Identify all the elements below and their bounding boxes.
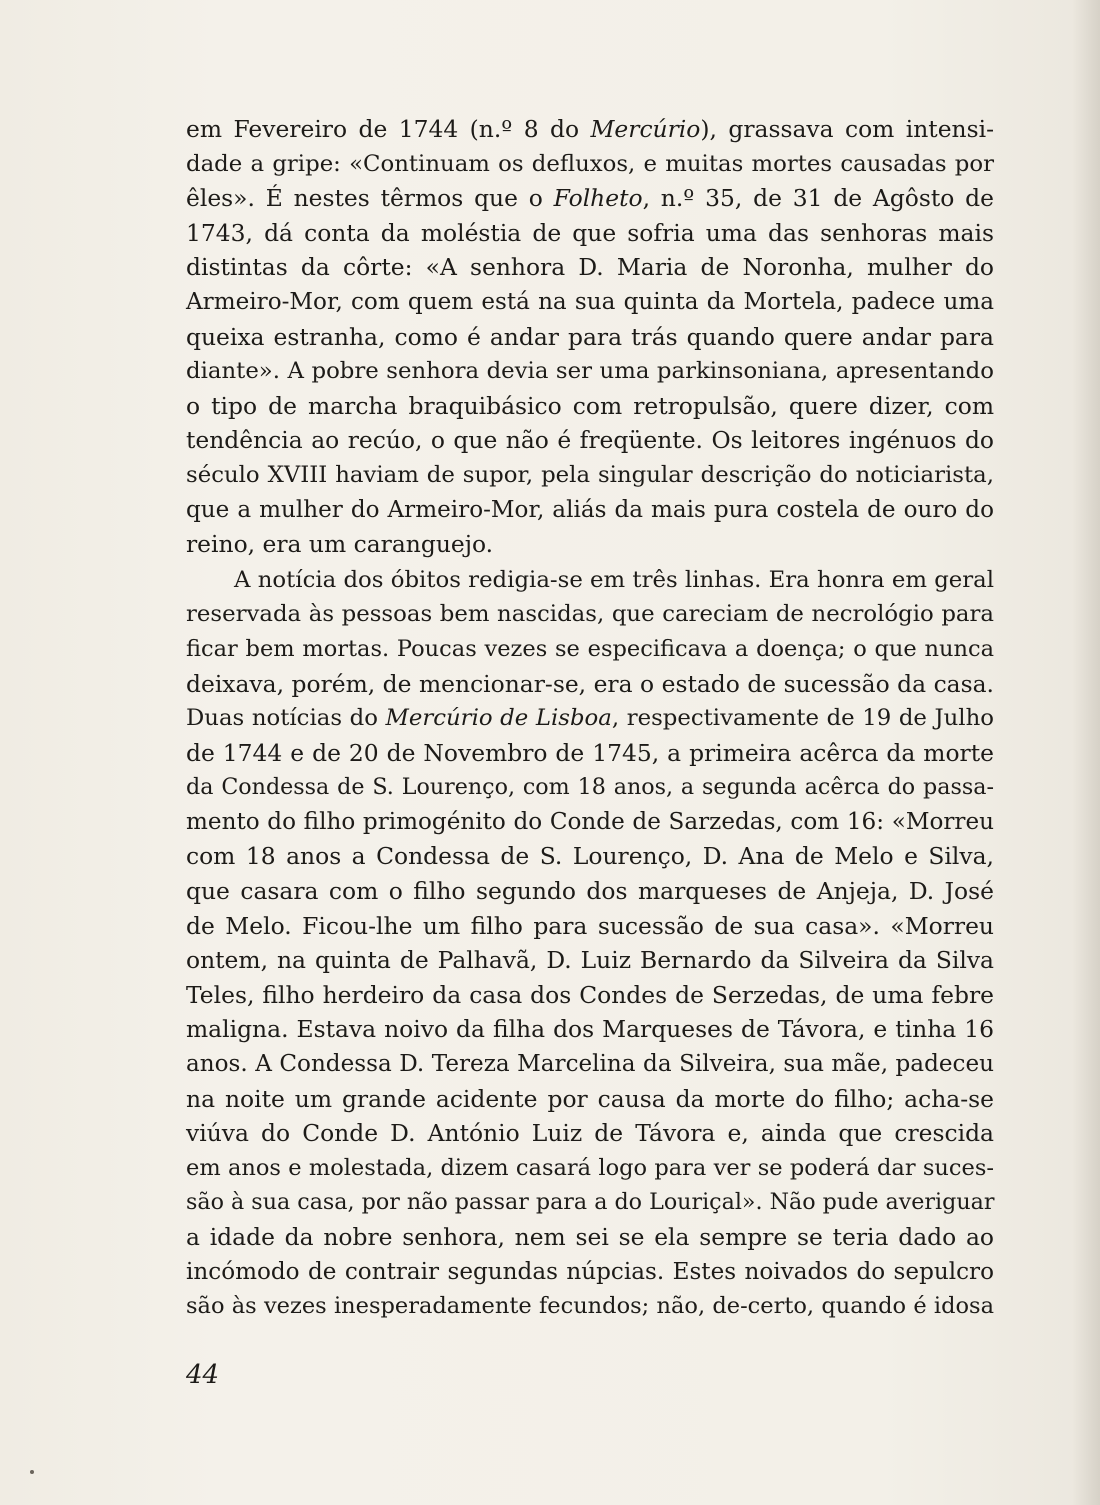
- text-line: tendência ao recúo, o que não é freqüente. Os leitores ingénuos do: [186, 426, 994, 455]
- text-line: Teles, filho herdeiro da casa dos Condes de Serzedas, de uma febre: [186, 980, 994, 1009]
- text-line: a idade da nobre senhora, nem sei se ela sempre se teria dado ao: [186, 1223, 994, 1251]
- text-line: viúva do Conde D. António Luiz de Távora e, ainda que crescida: [186, 1119, 994, 1148]
- text-line: ficar bem mortas. Poucas vezes se especificava a doença; o que nunca: [186, 635, 994, 662]
- text-line: A notícia dos óbitos redigia-se em três linhas. Era honra em geral: [234, 566, 995, 593]
- text-line: Duas notícias do Mercúrio de Lisboa, respectivamente de 19 de Julho: [186, 705, 994, 732]
- text-line: dade a gripe: «Continuam os defluxos, e muitas mortes causadas por: [186, 150, 994, 177]
- text-line: incómodo de contrair segundas núpcias. Estes noivados do sepulcro: [186, 1258, 994, 1285]
- text-line: em Fevereiro de 1744 (n.º 8 do Mercúrio), grassava com intensi-: [186, 115, 995, 143]
- text-line: Armeiro-Mor, com quem está na sua quinta da Mortela, padece uma: [186, 288, 994, 315]
- text-line: o tipo de marcha braquibásico com retropulsão, quere dizer, com: [186, 391, 994, 420]
- text-line: distintas da côrte: «A senhora D. Maria de Noronha, mulher do: [186, 253, 994, 282]
- page-number: 44: [186, 1360, 220, 1390]
- text-line: de Melo. Ficou-lhe um filho para sucessão de sua casa». «Morreu: [186, 911, 994, 940]
- text-line: com 18 anos a Condessa de S. Lourenço, D. Ana de Melo e Silva,: [186, 842, 994, 871]
- text-line: de 1744 e de 20 de Novembro de 1745, a primeira acêrca da morte: [186, 738, 994, 767]
- text-line: que casara com o filho segundo dos marqueses de Anjeja, D. José: [186, 877, 994, 906]
- body-text: [186, 112, 994, 1324]
- text-line: êles». É nestes têrmos que o Folheto, n.º 35, de 31 de Agôsto de: [186, 184, 994, 213]
- text-line: século XVIII haviam de supor, pela singular descrição do noticiarista,: [186, 461, 994, 488]
- text-line: anos. A Condessa D. Tereza Marcelina da Silveira, sua mãe, padeceu: [186, 1051, 994, 1078]
- text-line: são à sua casa, por não passar para a do Louriçal». Não pude averiguar: [186, 1189, 995, 1216]
- spine-shadow: [1072, 0, 1100, 1505]
- text-line: maligna. Estava noivo da filha dos Marqueses de Távora, e tinha 16: [186, 1015, 994, 1044]
- text-line: diante». A pobre senhora devia ser uma parkinsoniana, apresentando: [186, 358, 994, 385]
- text-line: queixa estranha, como é andar para trás quando quere andar para: [186, 322, 994, 351]
- text-line: em anos e molestada, dizem casará logo para ver se poderá dar suces-: [186, 1154, 994, 1181]
- text-line: 1743, dá conta da moléstia de que sofria uma das senhoras mais: [186, 218, 994, 247]
- text-line: reino, era um caranguejo.: [186, 530, 494, 559]
- text-line: ontem, na quinta de Palhavã, D. Luiz Bernardo da Silveira da Silva: [186, 946, 994, 975]
- paper-speck: [30, 1470, 34, 1474]
- text-line: deixava, porém, de mencionar-se, era o estado de sucessão da casa.: [186, 669, 994, 698]
- text-line: na noite um grande acidente por causa da morte do filho; acha-se: [186, 1084, 994, 1113]
- text-line: mento do filho primogénito do Conde de Sarzedas, com 16: «Morreu: [186, 808, 994, 835]
- text-line: reservada às pessoas bem nascidas, que careciam de necrológio para: [186, 601, 994, 628]
- text-line: da Condessa de S. Lourenço, com 18 anos, a segunda acêrca do passa-: [186, 774, 994, 801]
- text-line: que a mulher do Armeiro-Mor, aliás da mais pura costela de ouro do: [186, 496, 994, 523]
- text-line: são às vezes inesperadamente fecundos; não, de-certo, quando é idosa: [186, 1293, 994, 1320]
